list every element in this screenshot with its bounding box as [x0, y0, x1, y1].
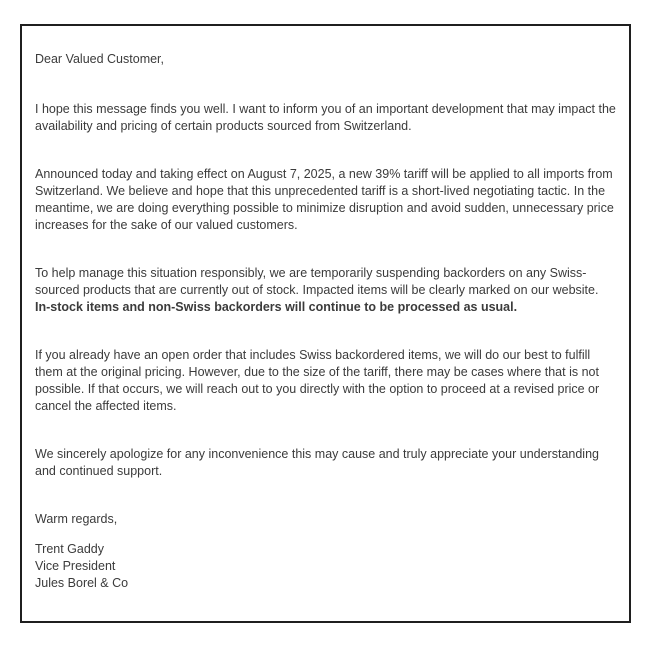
salutation: Dear Valued Customer, [35, 52, 164, 66]
signature-block [35, 541, 617, 592]
letter-document [20, 24, 631, 623]
closing: Warm regards, [35, 512, 118, 526]
paragraph-open-orders: If you already have an open order that includes Swiss backordered items, we will do our best to fulfill them at the original pricing. However, due to the size of the tariff, there may be cases where that is not possible. If that occurs, we will reach out to you directly with the option to proceed at a revised price or cancel the affected items. [35, 348, 600, 413]
signature-title: Vice President [35, 559, 116, 573]
paragraph-backorder-policy [35, 265, 617, 316]
paragraph-intro: I hope this message finds you well. I want to inform you of an important development that may impact the availability and pricing of certain products sourced from Switzerland. [35, 102, 616, 133]
paragraph-tariff-announcement: Announced today and taking effect on August 7, 2025, a new 39% tariff will be applied to all imports from Switzerland. We believe and hope that this unprecedented tariff is a short-lived negotiating tactic. In the meantime, we are doing everything possible to minimize disruption and avoid sudden, unnecessary price increases for the sake of our valued customers. [35, 167, 614, 232]
signature-company: Jules Borel & Co [35, 576, 129, 590]
paragraph-apology: We sincerely apologize for any inconvenience this may cause and truly appreciate your understanding and continued support. [35, 447, 599, 478]
signature-name: Trent Gaddy [35, 542, 105, 556]
paragraph-backorder-policy-normal-text: To help manage this situation responsibly, we are temporarily suspending backorders on any Swiss-sourced products that are currently out of stock. Impacted items will be clearly marked on our website. [35, 266, 599, 297]
paragraph-backorder-policy-bold-text: In-stock items and non-Swiss backorders will continue to be processed as usual. [35, 300, 518, 314]
